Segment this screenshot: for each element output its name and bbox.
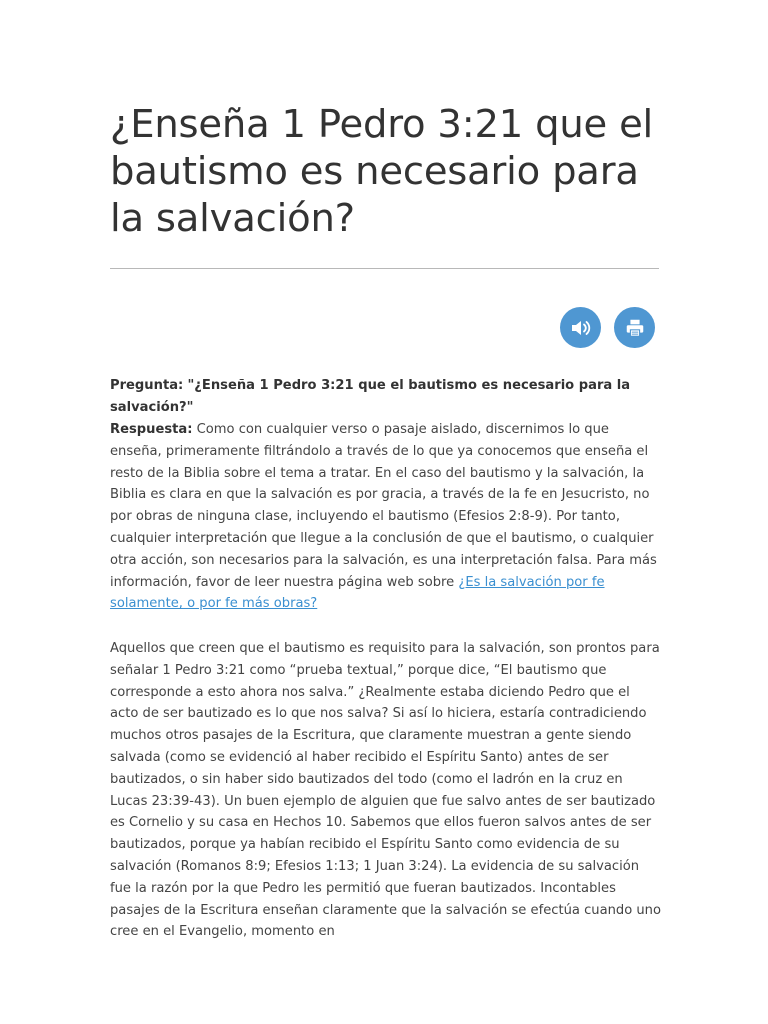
- printer-icon: [624, 317, 646, 339]
- body-paragraph: Aquellos que creen que el bautismo es requisito para la salvación, son prontos para señalar 1 Pedro 3:21 como “prueba textual,” porque dice, “El bautismo que corresponde a esto ahora nos salva.” ¿Realmente estaba diciendo Pedro que el acto de ser bautizado es lo que nos salva? Si así lo hiciera, estaría contradiciendo muchos otros pasajes de la Escritura, que claramente muestran a gente siendo salvada (como se evidenció al haber recibido el Espíritu Santo) antes de ser bautizados, o sin haber sido bautizados del todo (como el ladrón en la cruz en Lucas 23:39-43). Un buen ejemplo de alguien que fue salvo antes de ser bautizado es Cornelio y su casa en Hechos 10. Sabemos que ellos fueron salvos antes de ser bautizados, porque ya habían recibido el Espíritu Santo como evidencia de su salvación (Romanos 8:9; Efesios 1:13; 1 Juan 3:24). La evidencia de su salvación fue la razón por la que Pedro les permitió que fueran bautizados. Incontables pasajes de la Escritura enseñan claramente que la salvación se efectúa cuando uno cree en el Evangelio, momento en: [110, 641, 661, 940]
- page-title: ¿Enseña 1 Pedro 3:21 que el bautismo es necesario para la salvación?: [110, 102, 654, 241]
- speaker-icon: [569, 316, 593, 340]
- print-button[interactable]: [614, 307, 655, 348]
- question-text: "¿Enseña 1 Pedro 3:21 que el bautismo es necesario para la salvación?": [110, 378, 631, 415]
- listen-audio-button[interactable]: [560, 307, 601, 348]
- article-toolbar: [560, 307, 660, 349]
- answer-label: Respuesta:: [110, 422, 193, 437]
- salvation-faith-works-link[interactable]: ¿Es la salvación por fe solamente, o por fe más obras?: [110, 574, 605, 612]
- question-paragraph: [110, 375, 662, 419]
- question-label: Pregunta:: [110, 378, 184, 393]
- answer-paragraph: [110, 419, 662, 615]
- answer-text: Como con cualquier verso o pasaje aislado, discernimos lo que enseña, primeramente filtrándolo a través de lo que ya conocemos que enseña el resto de la Biblia sobre el tema a tratar. En el caso del bautismo y la salvación, la Biblia es clara en que la salvación es por gracia, a través de la fe en Jesucristo, no por obras de ninguna clase, incluyendo el bautismo (Efesios 2:8-9). Por tanto, cualquier interpretación que llegue a la conclusión de que el bautismo, o cualquier otra acción, son necesarios para la salvación, es una interpretación falsa. Para más información, favor de leer nuestra página web sobre: [110, 422, 657, 590]
- title-divider: [110, 268, 659, 269]
